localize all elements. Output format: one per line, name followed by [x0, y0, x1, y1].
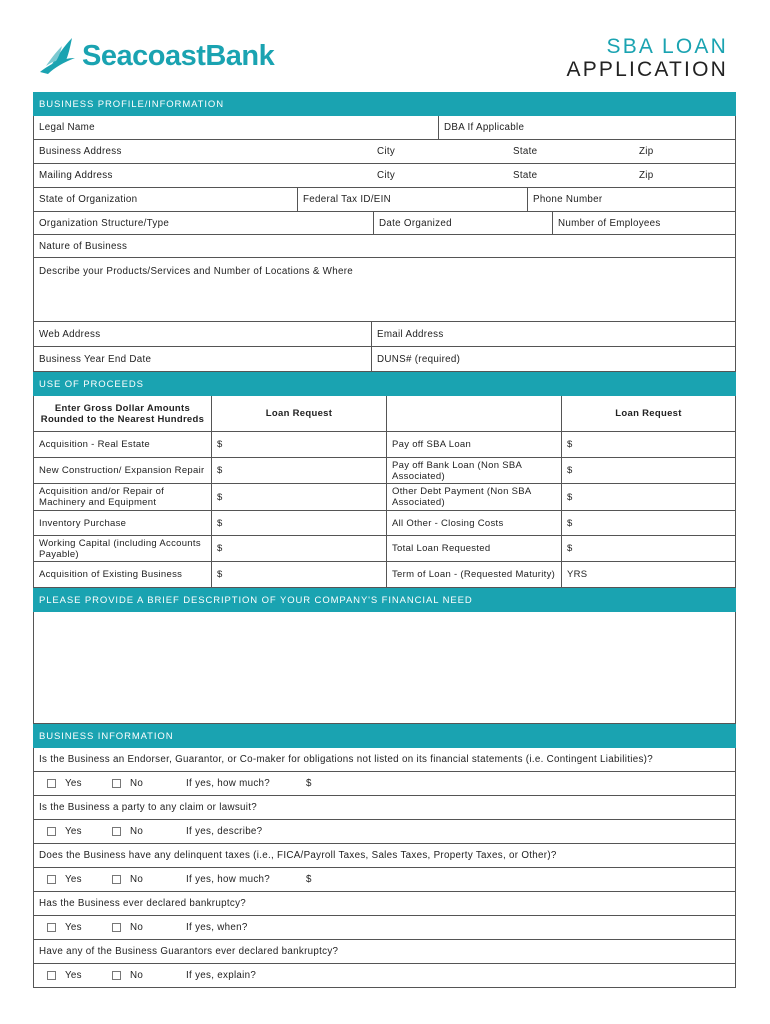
proceeds-label — [34, 458, 212, 483]
proceeds-label — [34, 511, 212, 535]
follow-up-amount-input[interactable]: $ — [306, 874, 312, 885]
row-mailing-address — [33, 164, 736, 188]
duns-field[interactable] — [372, 347, 735, 371]
header-text: Enter Gross Dollar Amounts Rounded to the Nearest Hundreds — [40, 402, 205, 425]
phone-number-field[interactable] — [528, 188, 735, 211]
answer-options — [34, 964, 735, 987]
option-label: Yes — [65, 778, 82, 789]
answer-row — [33, 916, 736, 940]
business-zip-field[interactable] — [634, 140, 735, 163]
organization-structure-field[interactable] — [34, 212, 374, 234]
yes-checkbox[interactable] — [47, 874, 112, 885]
proceeds-amount-input[interactable] — [562, 562, 735, 587]
business-info-questions — [33, 748, 736, 988]
cell-text: Acquisition - Real Estate — [39, 439, 150, 450]
answer-options — [34, 916, 735, 939]
section-title: USE OF PROCEEDS — [39, 378, 144, 390]
cell-text: All Other - Closing Costs — [392, 517, 504, 529]
cell-text: Term of Loan - (Requested Maturity) — [392, 569, 556, 580]
field-label: State of Organization — [39, 194, 138, 205]
proceeds-row — [33, 511, 736, 536]
answer-options — [34, 772, 735, 795]
cell-text: Working Capital (including Accounts Payable) — [39, 537, 201, 560]
row-org-structure — [33, 212, 736, 235]
question-row — [33, 748, 736, 772]
legal-name-field[interactable] — [34, 116, 439, 139]
section-title: BUSINESS PROFILE/INFORMATION — [39, 98, 224, 110]
cell-text: Total Loan Requested — [392, 543, 491, 554]
question-text: Have any of the Business Guarantors ever declared bankruptcy? — [39, 946, 339, 957]
email-address-field[interactable] — [372, 322, 735, 346]
tax-id-field[interactable] — [298, 188, 528, 211]
row-state-org — [33, 188, 736, 212]
employees-field[interactable] — [553, 212, 735, 234]
proceeds-row — [33, 484, 736, 511]
field-label: City — [377, 170, 396, 181]
section-title: PLEASE PROVIDE A BRIEF DESCRIPTION OF YOUR COMPANY'S FINANCIAL NEED — [39, 594, 473, 606]
proceeds-amount-input[interactable] — [212, 484, 387, 510]
proceeds-amount-input[interactable] — [562, 432, 735, 457]
cell-text: $ — [217, 517, 223, 529]
cell-text: $ — [567, 491, 573, 503]
field-label: City — [377, 146, 396, 157]
proceeds-label — [387, 511, 562, 535]
answer-options — [34, 820, 735, 843]
option-label: No — [130, 970, 144, 981]
sail-logo-icon — [38, 36, 78, 76]
title-line-1: SBA LOAN — [606, 35, 728, 58]
yes-checkbox[interactable] — [47, 922, 112, 933]
question-text: Does the Business have any delinquent taxes (i.e., FICA/Payroll Taxes, Sales Taxes, Property Taxes, or Other)? — [39, 850, 557, 861]
cell-text: $ — [567, 439, 573, 450]
brand-name: SeacoastBank — [82, 39, 275, 72]
no-checkbox[interactable] — [112, 826, 186, 837]
field-label: State — [513, 170, 538, 181]
cell-text: $ — [217, 465, 223, 476]
cell-text: $ — [567, 465, 573, 476]
cell-text: $ — [217, 491, 223, 503]
form-title — [566, 35, 728, 82]
header-text: Loan Request — [265, 408, 333, 419]
products-services-field[interactable] — [34, 258, 735, 321]
follow-up-label: If yes, how much? — [186, 874, 271, 885]
row-nature — [33, 235, 736, 258]
cell-text: Inventory Purchase — [39, 517, 127, 529]
field-label: Number of Employees — [558, 217, 661, 229]
answer-row — [33, 772, 736, 796]
option-label: No — [130, 778, 144, 789]
proceeds-row — [33, 562, 736, 588]
option-label: Yes — [65, 874, 82, 885]
follow-up-label: If yes, how much? — [186, 778, 271, 789]
field-label: Describe your Products/Services and Number of Locations & Where — [39, 266, 354, 277]
cell-text: New Construction/ Expansion Repair — [39, 465, 205, 476]
year-end-field[interactable] — [34, 347, 372, 371]
proceeds-amount-input[interactable] — [212, 536, 387, 561]
option-label: No — [130, 922, 144, 933]
checkbox-icon[interactable] — [112, 971, 121, 980]
proceeds-label — [387, 458, 562, 483]
checkbox-icon[interactable] — [47, 875, 56, 884]
mailing-zip-field[interactable] — [634, 164, 735, 187]
question-row — [33, 892, 736, 916]
no-checkbox[interactable] — [112, 778, 186, 789]
cell-text: Pay off SBA Loan — [392, 439, 472, 450]
cell-text: $ — [217, 569, 223, 580]
section-business-profile — [33, 92, 736, 116]
checkbox-icon[interactable] — [47, 971, 56, 980]
field-label: DBA If Applicable — [444, 122, 525, 133]
question-text: Is the Business a party to any claim or lawsuit? — [39, 802, 258, 813]
date-organized-field[interactable] — [374, 212, 553, 234]
financial-need-textarea[interactable] — [33, 612, 736, 724]
proceeds-label — [34, 484, 212, 510]
checkbox-icon[interactable] — [47, 827, 56, 836]
field-label: Date Organized — [379, 217, 452, 229]
form-header — [0, 0, 770, 92]
row-business-address — [33, 140, 736, 164]
row-web — [33, 322, 736, 347]
business-city-field[interactable] — [372, 140, 508, 163]
proceeds-label — [34, 562, 212, 587]
field-label: DUNS# (required) — [377, 353, 461, 365]
follow-up-amount-input[interactable]: $ — [306, 778, 312, 789]
yes-checkbox[interactable] — [47, 778, 112, 789]
field-label: Nature of Business — [39, 240, 128, 252]
mailing-city-field[interactable] — [372, 164, 508, 187]
proceeds-row — [33, 536, 736, 562]
yes-checkbox[interactable] — [47, 826, 112, 837]
proceeds-amount-input[interactable] — [212, 511, 387, 535]
proceeds-amount-input[interactable] — [562, 511, 735, 535]
title-line-2: APPLICATION — [566, 58, 728, 81]
checkbox-icon[interactable] — [47, 779, 56, 788]
checkbox-icon[interactable] — [112, 875, 121, 884]
checkbox-icon[interactable] — [112, 827, 121, 836]
seacoast-logo — [38, 36, 274, 76]
option-label: Yes — [65, 922, 82, 933]
cell-text: Acquisition of Existing Business — [39, 569, 183, 580]
proceeds-label — [34, 536, 212, 561]
proceeds-amount-input[interactable] — [562, 458, 735, 483]
option-label: No — [130, 826, 144, 837]
yes-checkbox[interactable] — [47, 970, 112, 981]
checkbox-icon[interactable] — [112, 779, 121, 788]
checkbox-icon[interactable] — [112, 923, 121, 932]
field-label: Zip — [639, 170, 654, 181]
proceeds-amount-input[interactable] — [212, 458, 387, 483]
field-label: Organization Structure/Type — [39, 217, 170, 229]
proceeds-row — [33, 458, 736, 484]
proceeds-label — [34, 432, 212, 457]
field-label: Legal Name — [39, 122, 95, 133]
section-business-information — [33, 724, 736, 748]
field-label: Web Address — [39, 328, 101, 340]
proceeds-table-body — [33, 432, 736, 588]
proceeds-amount-input[interactable] — [562, 536, 735, 561]
cell-text: $ — [567, 517, 573, 529]
field-label: Mailing Address — [39, 170, 113, 181]
question-text: Has the Business ever declared bankruptcy? — [39, 898, 247, 909]
no-checkbox[interactable] — [112, 874, 186, 885]
proceeds-header-row — [33, 396, 736, 432]
application-form — [33, 92, 736, 988]
no-checkbox[interactable] — [112, 922, 186, 933]
proceeds-label — [387, 562, 562, 587]
business-address-field[interactable] — [34, 140, 372, 163]
dba-field[interactable] — [439, 116, 735, 139]
mailing-state-field[interactable] — [508, 164, 634, 187]
question-row — [33, 796, 736, 820]
field-label: Business Year End Date — [39, 353, 152, 365]
loan-request-header-right — [562, 396, 735, 431]
gross-amounts-header — [34, 396, 212, 431]
cell-text: Other Debt Payment (Non SBA Associated) — [392, 486, 532, 508]
cell-text: Pay off Bank Loan (Non SBA Associated) — [392, 459, 522, 482]
proceeds-amount-input[interactable] — [212, 432, 387, 457]
header-text: Loan Request — [615, 408, 682, 419]
proceeds-amount-input[interactable] — [212, 562, 387, 587]
proceeds-amount-input[interactable] — [562, 484, 735, 510]
loan-request-header-left — [212, 396, 387, 431]
field-label: Business Address — [39, 146, 122, 157]
proceeds-label — [387, 536, 562, 561]
answer-options — [34, 868, 735, 891]
option-label: No — [130, 874, 144, 885]
web-address-field[interactable] — [34, 322, 372, 346]
cell-text: $ — [217, 543, 223, 554]
row-describe — [33, 258, 736, 322]
field-label: Zip — [639, 146, 654, 157]
answer-row — [33, 964, 736, 988]
answer-row — [33, 868, 736, 892]
checkbox-icon[interactable] — [47, 923, 56, 932]
blank-header — [387, 396, 562, 431]
state-of-organization-field[interactable] — [34, 188, 298, 211]
question-text: Is the Business an Endorser, Guarantor, or Co-maker for obligations not listed on its financial statements (i.e. Contingent Liabilities)? — [39, 754, 653, 765]
section-financial-need — [33, 588, 736, 612]
follow-up-label: If yes, explain? — [186, 970, 257, 981]
cell-text: Acquisition and/or Repair of Machinery and Equipment — [39, 486, 165, 508]
option-label: Yes — [65, 826, 82, 837]
answer-row — [33, 820, 736, 844]
field-label: Federal Tax ID/EIN — [303, 194, 391, 205]
option-label: Yes — [65, 970, 82, 981]
proceeds-label — [387, 432, 562, 457]
row-legal-name — [33, 116, 736, 140]
cell-text: $ — [217, 439, 223, 450]
cell-text: $ — [567, 543, 573, 554]
section-title: BUSINESS INFORMATION — [39, 730, 174, 742]
follow-up-label: If yes, describe? — [186, 826, 263, 837]
cell-text: YRS — [567, 569, 588, 580]
field-label: Phone Number — [533, 194, 603, 205]
section-use-of-proceeds — [33, 372, 736, 396]
field-label: Email Address — [377, 328, 444, 340]
no-checkbox[interactable] — [112, 970, 186, 981]
mailing-address-field[interactable] — [34, 164, 372, 187]
business-state-field[interactable] — [508, 140, 634, 163]
row-year-end — [33, 347, 736, 372]
nature-of-business-field[interactable] — [34, 235, 735, 257]
question-row — [33, 940, 736, 964]
proceeds-label — [387, 484, 562, 510]
proceeds-row — [33, 432, 736, 458]
follow-up-label: If yes, when? — [186, 922, 248, 933]
question-row — [33, 844, 736, 868]
field-label: State — [513, 146, 538, 157]
